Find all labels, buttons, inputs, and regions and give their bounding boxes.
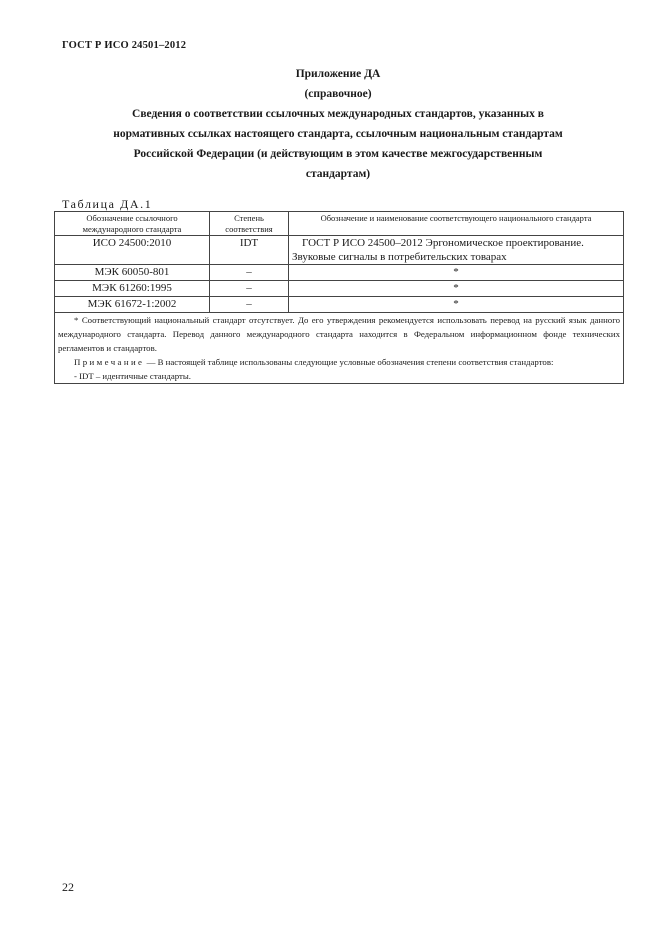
table-header-row <box>55 212 624 236</box>
national-standard-text: ГОСТ Р ИСО 24500–2012 Эргономическое проектирование. Звуковые сигналы в потребительских товарах <box>292 237 584 263</box>
column-header-national-standard: Обозначение и наименование соответствующего национального стандарта <box>289 212 624 236</box>
note-paragraph <box>58 355 620 369</box>
appendix-heading-line: нормативных ссылках настоящего стандарта, ссылочным национальным стандартам <box>113 128 563 140</box>
national-standard-cell: * <box>289 265 624 281</box>
national-standard-cell: * <box>289 281 624 297</box>
degree-cell: – <box>210 297 289 313</box>
intl-standard-cell: МЭК 61672-1:2002 <box>55 297 210 313</box>
national-standard-cell <box>289 236 624 265</box>
table-caption: Таблица ДА.1 <box>62 197 153 211</box>
degree-cell: IDT <box>210 236 289 265</box>
intl-standard-cell: МЭК 61260:1995 <box>55 281 210 297</box>
appendix-subtitle: (справочное) <box>304 88 372 100</box>
footnote-text: * Соответствующий национальный стандарт отсутствует. До его утверждения рекомендуется использовать перевод на русский язык данного международного стандарта. Перевод данного международного стандарта находится в Федеральном информационном фонде технических регламентов и стандартов. <box>58 315 620 353</box>
appendix-heading-line: Российской Федерации (и действующим в этом качестве межгосударственным <box>133 148 543 160</box>
legend-item: - IDT – идентичные стандарты. <box>74 371 192 381</box>
national-standard-cell: * <box>289 297 624 313</box>
table-row <box>55 236 624 265</box>
page-number: 22 <box>62 880 74 894</box>
table-row <box>55 265 624 281</box>
degree-cell: – <box>210 265 289 281</box>
table-footnote <box>55 313 624 384</box>
appendix-title: Приложение ДА <box>295 68 381 80</box>
appendix-heading <box>60 64 616 184</box>
column-header-degree: Степень соответствия <box>210 212 289 236</box>
standards-table <box>54 211 624 384</box>
appendix-heading-line: стандартам) <box>305 168 371 180</box>
table-row <box>55 297 624 313</box>
degree-cell: – <box>210 281 289 297</box>
column-header-intl-standard: Обозначение ссылочного международного стандарта <box>55 212 210 236</box>
intl-standard-cell: ИСО 24500:2010 <box>55 236 210 265</box>
note-label: Примечание <box>74 357 145 367</box>
table-row <box>55 281 624 297</box>
table-footnote-row <box>55 313 624 384</box>
appendix-heading-line: Сведения о соответствии ссылочных международных стандартов, указанных в <box>132 108 544 120</box>
note-text: — В настоящей таблице использованы следующие условные обозначения степени соответствия стандартов: <box>146 357 554 367</box>
document-code: ГОСТ Р ИСО 24501–2012 <box>62 40 187 51</box>
intl-standard-cell: МЭК 60050-801 <box>55 265 210 281</box>
